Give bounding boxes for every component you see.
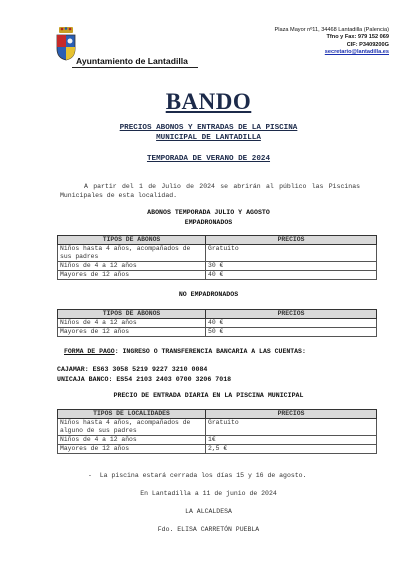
table-row bbox=[58, 271, 377, 280]
column-header: PRECIOS bbox=[206, 410, 377, 419]
town-hall-name: Ayuntamiento de Lantadilla bbox=[76, 56, 188, 66]
payment-method: FORMA DE PAGO: INGRESO O TRANSFERENCIA BANCARIA A LAS CUENTAS: bbox=[64, 348, 306, 355]
table-cell: 50 € bbox=[206, 328, 377, 337]
table-cell: Mayores de 12 años bbox=[58, 328, 206, 337]
address: Plaza Mayor nº11, 34468 Lantadilla (Palencia) bbox=[274, 27, 389, 33]
section1-subheading: EMPADRONADOS bbox=[184, 219, 233, 226]
column-header: PRECIOS bbox=[206, 236, 377, 245]
contact-block bbox=[169, 27, 389, 56]
table-row bbox=[58, 245, 377, 262]
table-cell: Niños hasta 4 años, acompañados de sus padres bbox=[58, 245, 206, 262]
account-unicaja: UNICAJA BANCO: ES54 2103 2403 0700 3206 7018 bbox=[57, 376, 232, 383]
daily-entry-table bbox=[57, 409, 377, 454]
page-title: BANDO bbox=[165, 89, 252, 114]
table-cell: 40 € bbox=[206, 319, 377, 328]
section2-heading: NO EMPADRONADOS bbox=[178, 291, 239, 298]
email-link[interactable]: secretario@lantadilla.es bbox=[324, 48, 389, 55]
table-row bbox=[58, 445, 377, 454]
table-cell: Mayores de 12 años bbox=[58, 445, 206, 454]
season-heading: TEMPORADA DE VERANO DE 2024 bbox=[146, 155, 271, 163]
section3-heading: PRECIO DE ENTRADA DIARIA EN LA PISCINA MUNICIPAL bbox=[113, 392, 304, 399]
account-cajamar: CAJAMAR: ES63 3058 5219 9227 3210 0084 bbox=[57, 366, 208, 373]
table-row bbox=[58, 419, 377, 436]
table-header-row bbox=[58, 310, 377, 319]
subtitle-line-2: MUNICIPAL DE LANTADILLA bbox=[156, 134, 261, 142]
column-header: TIPOS DE ABONOS bbox=[58, 310, 206, 319]
closure-note: - La piscina estará cerrada los días 15 y 16 de agosto. bbox=[88, 472, 307, 479]
intro-paragraph: A partir del 1 de Julio de 2024 se abrirán al público las Piscinas Municipales de esta localidad. bbox=[60, 183, 360, 199]
no-empadronados-table bbox=[57, 309, 377, 337]
empadronados-table bbox=[57, 235, 377, 280]
cif: CIF: P3409200G bbox=[346, 41, 389, 48]
column-header: TIPOS DE ABONOS bbox=[58, 236, 206, 245]
bullet-dash-icon: - bbox=[88, 472, 92, 479]
table-cell: Gratuito bbox=[206, 419, 377, 436]
table-cell: 40 € bbox=[206, 271, 377, 280]
signer-title: LA ALCALDESA bbox=[185, 508, 232, 515]
header-underline bbox=[72, 67, 198, 68]
table-header-row bbox=[58, 410, 377, 419]
date-line: En Lantadilla a 11 de junio de 2024 bbox=[140, 490, 277, 497]
table-cell: Niños de 4 a 12 años bbox=[58, 436, 206, 445]
table-row bbox=[58, 436, 377, 445]
table-cell: Niños de 4 a 12 años bbox=[58, 262, 206, 271]
table-cell: Niños de 4 a 12 años bbox=[58, 319, 206, 328]
table-cell: 2,5 € bbox=[206, 445, 377, 454]
table-row bbox=[58, 262, 377, 271]
phone: Tfno y Fax: 979 152 069 bbox=[326, 34, 389, 41]
table-cell: Gratuito bbox=[206, 245, 377, 262]
table-cell: 1€ bbox=[206, 436, 377, 445]
table-header-row bbox=[58, 236, 377, 245]
subtitle-line-1: PRECIOS ABONOS Y ENTRADAS DE LA PISCINA bbox=[119, 124, 298, 132]
section1-heading: ABONOS TEMPORADA JULIO Y AGOSTO bbox=[147, 209, 270, 216]
table-cell: Mayores de 12 años bbox=[58, 271, 206, 280]
table-row bbox=[58, 328, 377, 337]
coat-of-arms-icon bbox=[55, 27, 77, 61]
column-header: PRECIOS bbox=[206, 310, 377, 319]
table-row bbox=[58, 319, 377, 328]
table-cell: Niños hasta 4 años, acompañados de alguno de sus padres bbox=[58, 419, 206, 436]
table-cell: 30 € bbox=[206, 262, 377, 271]
signer-name: Fdo. ELISA CARRETÓN PUEBLA bbox=[157, 526, 260, 533]
column-header: TIPOS DE LOCALIDADES bbox=[58, 410, 206, 419]
